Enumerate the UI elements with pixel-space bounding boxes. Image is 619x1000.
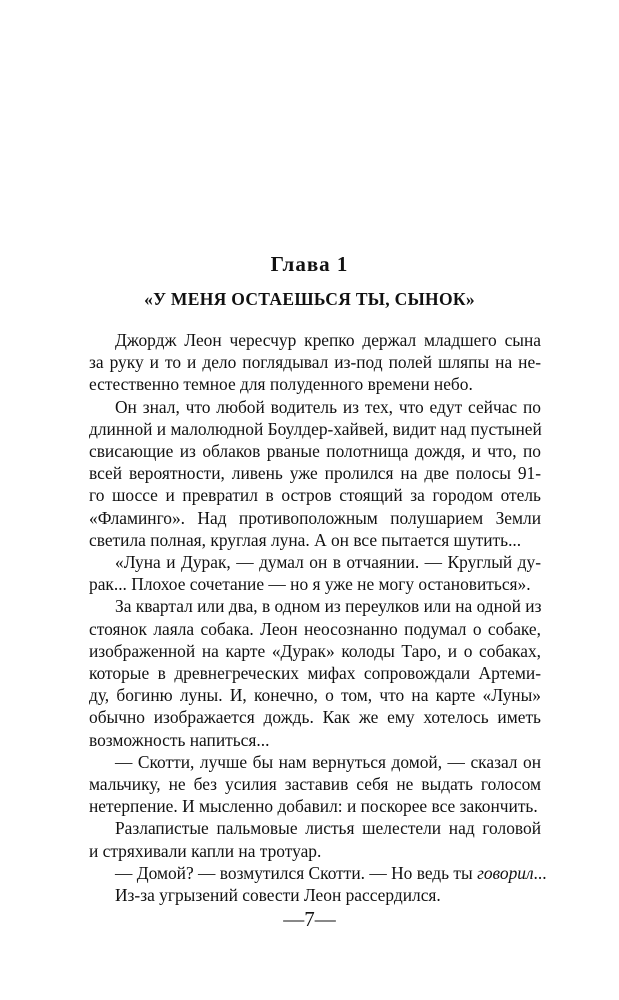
chapter-title-heading: «У МЕНЯ ОСТАЕШЬСЯ ТЫ, СЫНОК»	[144, 289, 475, 309]
text-line: возможность напиться...	[89, 729, 270, 750]
text-line: мальчику, не без усилия заставив себя не выдать голосом	[89, 774, 541, 795]
paragraph	[89, 396, 541, 551]
text-line: рак... Плохое сочетание — но я уже не могу остановиться».	[89, 574, 531, 595]
page-number: —7—	[283, 907, 336, 931]
text-line: «Луна и Дурак, — думал он в отчаянии. — Круглый ду-	[115, 552, 541, 573]
text-line: светила полная, круглая луна. А он все пытается шутить...	[89, 529, 522, 550]
text-line: обычно изображается дождь. Как же ему хотелось иметь	[89, 707, 541, 728]
text-line	[89, 862, 547, 884]
text-line: которые в древнегреческих мифах сопровождали Артеми-	[89, 663, 541, 684]
text-line: изображенной на карте «Дурак» колоды Таро, и о собаках,	[89, 640, 541, 661]
text-line: Из-за угрызений совести Леон рассердился.	[115, 885, 441, 906]
italic-word: говорил	[477, 862, 534, 883]
text-line: свисающие из облаков рваные полотнища дождя, и что, по	[89, 441, 541, 462]
text-line: стоянок лаяла собака. Леон неосознанно подумал о собаке,	[89, 618, 541, 639]
text-line: Он знал, что любой водитель из тех, что едут сейчас по	[115, 396, 541, 417]
text-line: — Скотти, лучше бы нам вернуться домой, — сказал он	[115, 751, 541, 772]
text-line: За квартал или два, в одном из переулков или на одной из	[115, 596, 542, 617]
text-line: естественно темное для полуденного времени небо.	[89, 374, 473, 395]
text-line: «Фламинго». Над противоположным полушарием Земли	[89, 507, 541, 528]
paragraph	[89, 862, 547, 884]
text-line: Джордж Леон чересчур крепко держал младшего сына	[115, 330, 541, 350]
paragraph	[89, 751, 541, 818]
paragraph	[89, 884, 541, 906]
text-line: го шоссе и превратил в остров стоящий за городом отель	[89, 485, 541, 506]
paragraph	[89, 551, 541, 595]
dialogue-text: — Домой? — возмутился Скотти. — Но ведь ты	[115, 862, 478, 883]
chapter-number-heading: Глава 1	[270, 252, 349, 276]
text-line: и стряхивали капли на тротуар.	[89, 840, 322, 861]
paragraph	[89, 329, 541, 396]
text-line: ду, богиню луны. И, конечно, о том, что на карте «Луны»	[89, 685, 541, 706]
text-line: всей вероятности, ливень уже пролился на две полосы 91-	[89, 463, 541, 484]
text-line: нетерпение. И мысленно добавил: и поскорее все закончить.	[89, 796, 538, 817]
body-text	[89, 329, 547, 906]
paragraph	[89, 817, 541, 861]
text-line: Разлапистые пальмовые листья шелестели над головой	[115, 818, 541, 839]
ellipsis: ...	[533, 862, 547, 883]
text-line: за руку и то и дело поглядывал из-под полей шляпы на не-	[89, 352, 541, 373]
text-line: длинной и малолюдной Боулдер-хайвей, видит над пустыней	[89, 418, 542, 439]
paragraph	[89, 595, 541, 750]
